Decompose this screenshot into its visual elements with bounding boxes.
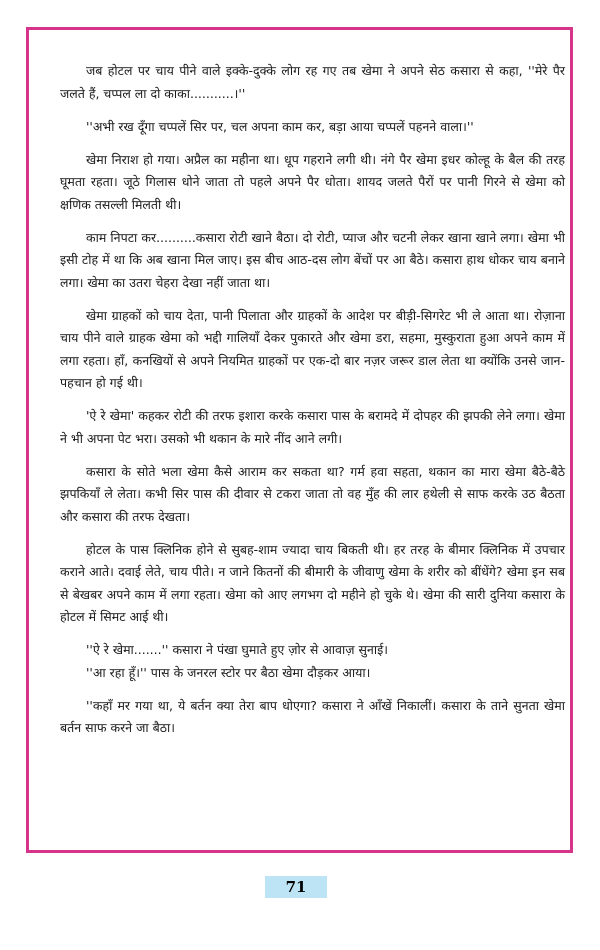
dialogue-line-1: ''ऐ रे खेमा.......'' कसारा ने पंखा घुमाते हुए ज़ोर से आवाज़ सुनाई। xyxy=(86,642,388,657)
paragraph-4: काम निपटा कर..........कसारा रोटी खाने बैठा। दो रोटी, प्याज और चटनी लेकर खाना खाने लगा। खेमा भी इसी टोह में था कि अब खाना मिल जाए। इस बीच आठ-दस लोग बेंचों पर आ बैठे। कसारा हाथ धोकर चाय बनाने लगा। खेमा का उतरा चेहरा देखा नहीं जाता था। xyxy=(60,229,565,290)
paragraph-3: खेमा निराश हो गया। अप्रैल का महीना था। धूप गहराने लगी थी। नंगे पैर खेमा इधर कोल्हू के बैल की तरह घूमता रहता। जूठे गिलास धोने जाता तो पहले अपने पैर धोता। शायद जलते पैरों पर पानी गिरने से खेमा को क्षणिक तसल्ली मिलती थी। xyxy=(60,151,565,212)
paragraph-5: खेमा ग्राहकों को चाय देता, पानी पिलाता और ग्राहकों के आदेश पर बीड़ी-सिगरेट भी ले आता था। रोज़ाना चाय पीने वाले ग्राहक खेमा को भद्दी गालियाँ देकर पुकारते और खेमा डरा, सहमा, मुस्कुराता हुआ अपने काम में लगा रहता। हाँ, कनखियों से अपने नियमित ग्राहकों पर एक-दो बार नज़र जरूर डाल लेता था क्योंकि उनसे जान-पहचान हो गई थी। xyxy=(60,307,565,390)
paragraph-11: ''कहाँ मर गया था, ये बर्तन क्या तेरा बाप धोएगा? कसारा ने आँखें निकालीं। कसारा के ताने सुनता खेमा बर्तन साफ करने जा बैठा। xyxy=(60,697,565,735)
paragraph-7: कसारा के सोते भला खेमा कैसे आराम कर सकता था? गर्म हवा सहता, थकान का मारा खेमा बैठे-बैठे झपकियाँ ले लेता। कभी सिर पास की दीवार से टकरा जाता तो वह मुँह की लार हथेली से साफ करके उठ बैठता और कसारा की तरफ देखता। xyxy=(60,463,565,524)
paragraph-8: होटल के पास क्लिनिक होने से सुबह-शाम ज्यादा चाय बिकती थी। हर तरह के बीमार क्लिनिक में उपचार कराने आते। दवाई लेते, चाय पीते। न जाने कितनों की बीमारी के जीवाणु खेमा के शरीर को बींधेंगे? खेमा इन सब से बेखबर अपने काम में लगा रहता। खेमा को आए लगभग दो महीने हो चुके थे। खेमा की सारी दुनिया कसारा के होटल में सिमट आई थी। xyxy=(60,541,565,624)
page-number: 71 xyxy=(265,876,327,898)
paragraph-1: जब होटल पर चाय पीने वाले इक्के-दुक्के लोग रह गए तब खेमा ने अपने सेठ कसारा से कहा, ''मेरे पैर जलते हैं, चप्पल ला दो काका...........।'' xyxy=(60,63,565,101)
dialogue-line-2: ''आ रहा हूँ।'' पास के जनरल स्टोर पर बैठा खेमा दौड़कर आया। xyxy=(86,664,371,680)
story-text xyxy=(60,60,565,750)
paragraph-2: ''अभी रख दूँगा चप्पलें सिर पर, चल अपना काम कर, बड़ा आया चप्पलें पहनने वाला।'' xyxy=(86,118,474,134)
paragraph-6: 'ऐ रे खेमा' कहकर रोटी की तरफ इशारा करके कसारा पास के बरामदे में दोपहर की झपकी लेने लगा। खेमा ने भी अपना पेट भरा। उसको भी थकान के मारे नींद आने लगी। xyxy=(60,408,565,446)
